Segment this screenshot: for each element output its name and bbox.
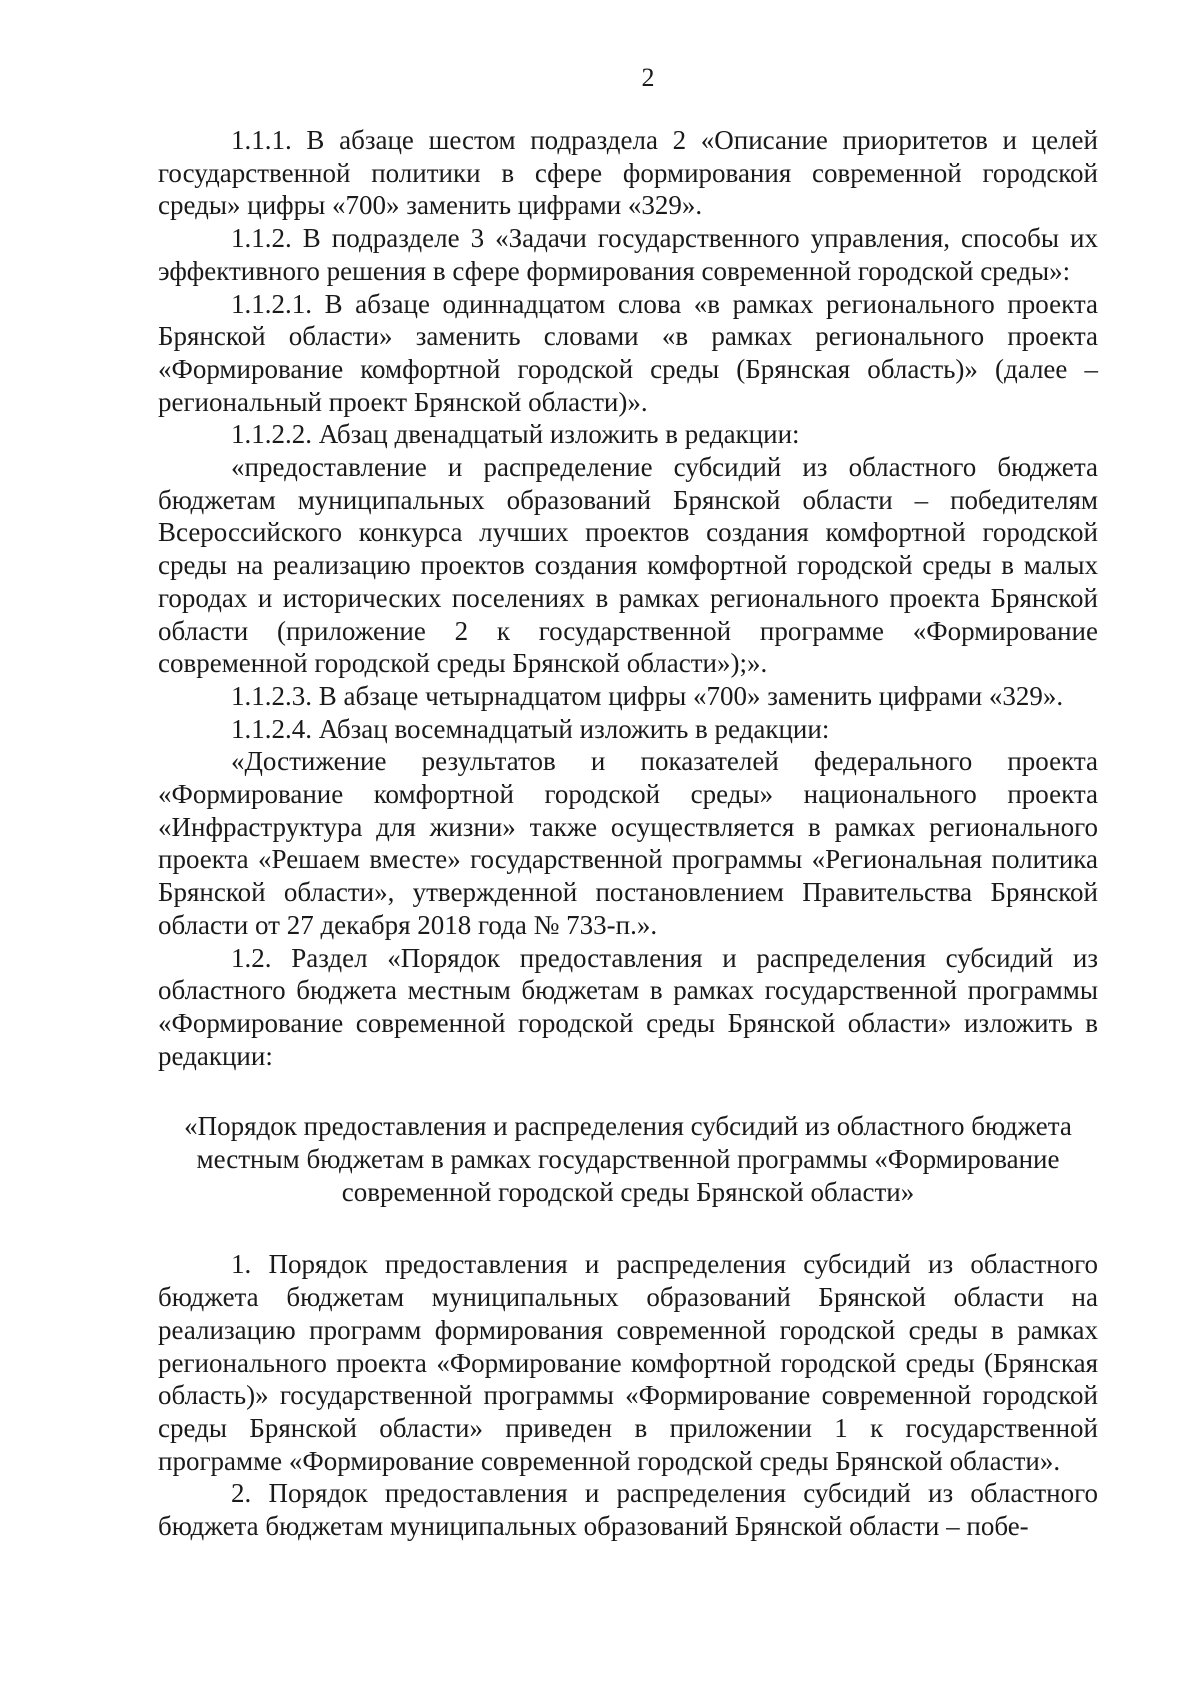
paragraph-1-1-1: 1.1.1. В абзаце шестом подраздела 2 «Описание приоритетов и целей государственной политики в сфере формирования современной городской среды» цифры «700» заменить цифрами «329». bbox=[158, 125, 1098, 221]
quoted-paragraph-eighteenth: «Достижение результатов и показателей федерального проекта «Формирование комфортной городской среды» национального проекта «Инфраструктура для жизни» также осуществляется в рамках регионального проекта «Решаем вместе» государственной программы «Региональная политика Брянской области», утвержденной постановлением Правительства Брянской области от 27 декабря 2018 года № 733-п.». bbox=[158, 746, 1098, 940]
quoted-paragraph-twelfth: «предоставление и распределение субсидий из областного бюджета бюджетам муниципальных образований Брянской области – победителям Всероссийского конкурса лучших проектов создания комфортной городской среды на реализацию проектов создания комфортной городской среды в малых городах и исторических поселениях в рамках регионального проекта Брянской области (приложение 2 к государственной программе «Формирование современной городской среды Брянской области»);». bbox=[158, 452, 1098, 679]
paragraph-1-1-2-2: 1.1.2.2. Абзац двенадцатый изложить в редакции: bbox=[231, 419, 800, 450]
section-heading-line: местным бюджетам в рамках государственной программы «Формирование bbox=[196, 1144, 1060, 1175]
document-page bbox=[158, 62, 1098, 1543]
section-heading-line: «Порядок предоставления и распределения субсидий из областного бюджета bbox=[184, 1111, 1072, 1142]
section-heading-line: современной городской среды Брянской области» bbox=[341, 1177, 915, 1208]
paragraph-1-1-2: 1.1.2. В подразделе 3 «Задачи государственного управления, способы их эффективного решения в сфере формирования современной городской среды»: bbox=[158, 223, 1098, 286]
page-number: 2 bbox=[641, 63, 655, 92]
paragraph-1-2: 1.2. Раздел «Порядок предоставления и распределения субсидий из областного бюджета местным бюджетам в рамках государственной программы «Формирование современной городской среды Брянской области» изложить в редакции: bbox=[158, 942, 1098, 1071]
paragraph-1-1-2-3: 1.1.2.3. В абзаце четырнадцатом цифры «700» заменить цифрами «329». bbox=[231, 680, 1064, 711]
paragraph-item-2: 2. Порядок предоставления и распределения субсидий из областного бюджета бюджетам муниципальных образований Брянской области – побе- bbox=[158, 1478, 1098, 1542]
paragraph-1-1-2-1: 1.1.2.1. В абзаце одиннадцатом слова «в рамках регионального проекта Брянской области» заменить словами «в рамках регионального проекта «Формирование комфортной городской среды (Брянская область)» (далее – региональный проект Брянской области)». bbox=[158, 288, 1098, 417]
paragraph-item-1: 1. Порядок предоставления и распределения субсидий из областного бюджета бюджетам муниципальных образований Брянской области на реализацию программ формирования современной городской среды в рамках регионального проекта «Формирование комфортной городской среды (Брянская область)» государственной программы «Формирование современной городской среды Брянской области» приведен в приложении 1 к государственной программе «Формирование современной городской среды Брянской области». bbox=[158, 1249, 1098, 1476]
paragraph-1-1-2-4: 1.1.2.4. Абзац восемнадцатый изложить в редакции: bbox=[231, 713, 830, 744]
section-heading bbox=[158, 1110, 1098, 1209]
